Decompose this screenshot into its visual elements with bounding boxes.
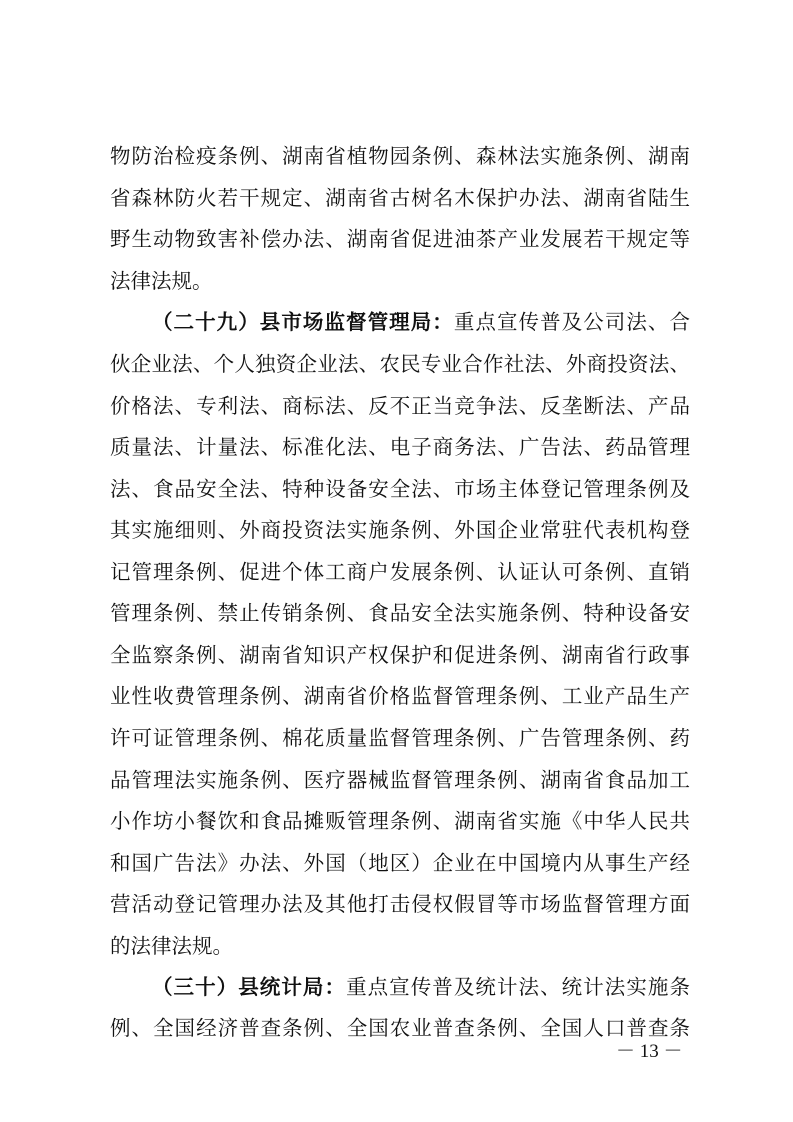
paragraph-line: 管理条例、禁止传销条例、食品安全法实施条例、特种设备安 [110, 601, 690, 625]
paragraph-line: 许可证管理条例、棉花质量监督管理条例、广告管理条例、药 [110, 726, 690, 750]
section-heading: （三十）县统计局： [152, 975, 347, 999]
paragraph-line: 法、食品安全法、特种设备安全法、市场主体登记管理条例及 [110, 477, 690, 501]
paragraph-first-line [152, 308, 690, 336]
paragraph-first-line [152, 973, 690, 1001]
page-number: － 13 － [616, 1041, 683, 1062]
paragraph-line: 和国广告法》办法、外国（地区）企业在中国境内从事生产经 [110, 851, 690, 875]
paragraph-line: 品管理法实施条例、医疗器械监督管理条例、湖南省食品加工 [110, 768, 690, 792]
paragraph-text: 重点宣传普及公司法、合 [453, 310, 690, 334]
paragraph-line: 伙企业法、个人独资企业法、农民专业合作社法、外商投资法、 [110, 352, 690, 376]
paragraph-line: 其实施细则、外商投资法实施条例、外国企业常驻代表机构登 [110, 518, 690, 542]
paragraph-line: 例、全国经济普查条例、全国农业普查条例、全国人口普查条 [110, 1016, 690, 1040]
paragraph-line: 法律法规。 [110, 269, 213, 293]
paragraph-line: 野生动物致害补偿办法、湖南省促进油茶产业发展若干规定等 [110, 227, 690, 251]
section-heading: （二十九）县市场监督管理局： [152, 310, 454, 334]
paragraph-line: 价格法、专利法、商标法、反不正当竞争法、反垄断法、产品 [110, 394, 690, 418]
paragraph-line: 营活动登记管理办法及其他打击侵权假冒等市场监督管理方面 [110, 892, 690, 916]
paragraph-line: 业性收费管理条例、湖南省价格监督管理条例、工业产品生产 [110, 684, 690, 708]
paragraph-line: 物防治检疫条例、湖南省植物园条例、森林法实施条例、湖南 [110, 144, 690, 168]
paragraph-line: 质量法、计量法、标准化法、电子商务法、广告法、药品管理 [110, 435, 690, 459]
paragraph-line: 的法律法规。 [110, 934, 233, 958]
paragraph-line: 记管理条例、促进个体工商户发展条例、认证认可条例、直销 [110, 560, 690, 584]
paragraph-line: 小作坊小餐饮和食品摊贩管理条例、湖南省实施《中华人民共 [110, 809, 690, 833]
paragraph-line: 省森林防火若干规定、湖南省古树名木保护办法、湖南省陆生 [110, 186, 690, 210]
paragraph-text: 重点宣传普及统计法、统计法实施条 [346, 975, 690, 999]
paragraph-line: 全监察条例、湖南省知识产权保护和促进条例、湖南省行政事 [110, 643, 690, 667]
